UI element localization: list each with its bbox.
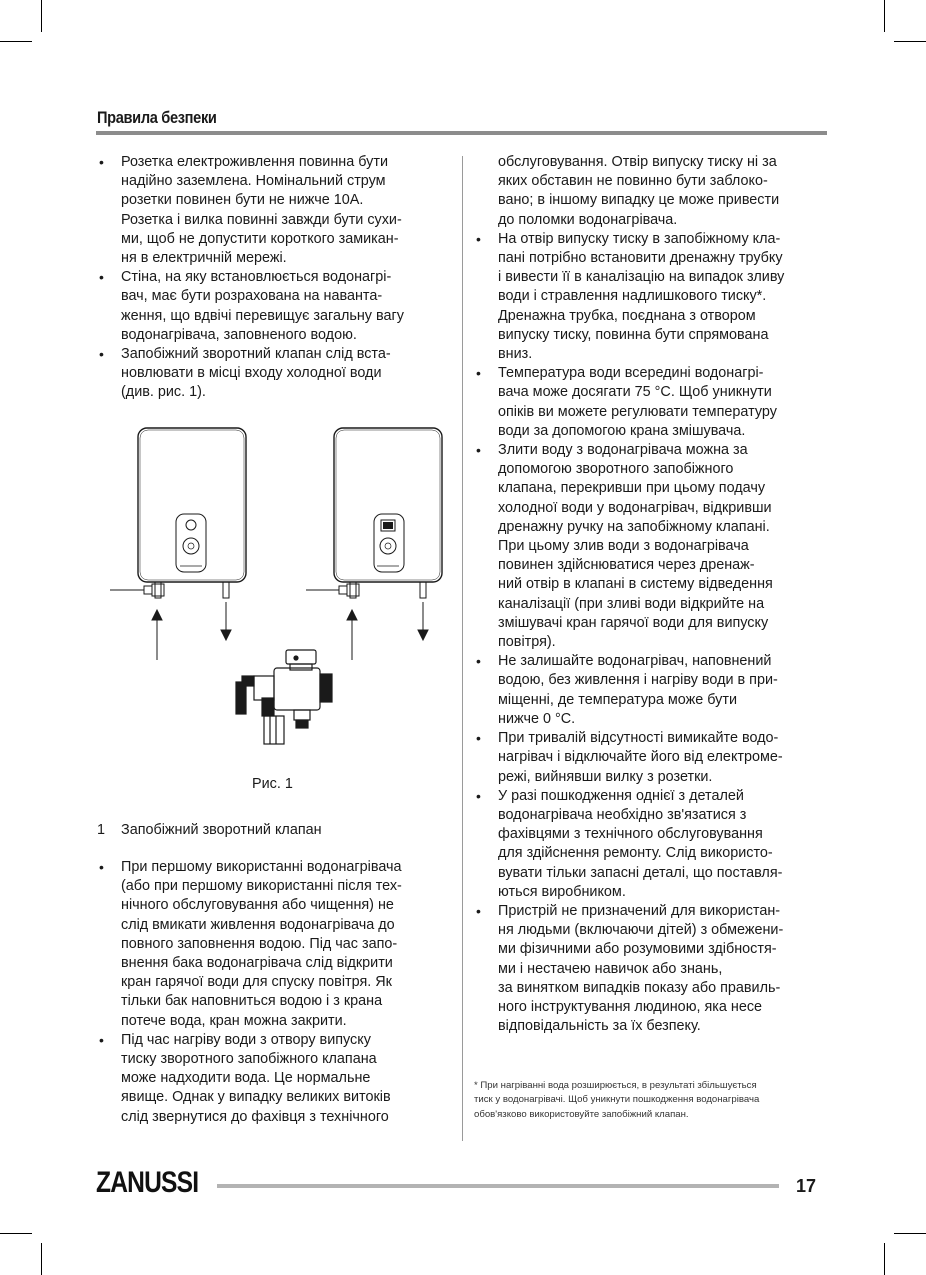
figure-caption: Рис. 1: [252, 776, 293, 792]
list-item-text: При першому використанні водонагрівача (або при першому використанні після тех- нічного обслуговування або чищення) не слід вмикати живлення водонагрівача до повного заповнення водою. Під час запо- внення бака водонагрівача слід відкрити кран гарячої води для спуску повітря. Як тільки бак наповниться водою і з крана потече вода, кран можна закрити.: [121, 859, 402, 1029]
list-item-text: Запобіжний зворотний клапан слід вста- новлювати в місці входу холодної води (див. рис. 1).: [121, 346, 391, 401]
bullet: •: [476, 442, 481, 459]
list-item: [474, 902, 830, 1036]
bullet-list: [97, 153, 457, 403]
legend-number: 1: [97, 822, 106, 838]
list-item-text: Не залишайте водонагрівач, наповнений водою, без живлення і нагріву води в при- міщенні, де температура може бути нижче 0 °С.: [498, 653, 778, 727]
bullet: •: [476, 787, 481, 804]
right-column: [474, 153, 830, 1036]
bullet: •: [99, 269, 104, 286]
list-item: [474, 729, 830, 787]
legend-label: Запобіжний зворотний клапан: [121, 822, 322, 838]
bullet-list: [474, 230, 830, 1037]
crop-mark: [0, 41, 32, 42]
crop-mark: [894, 41, 926, 42]
bullet: •: [476, 902, 481, 919]
list-item-text: Стіна, на яку встановлюється водонагрі- вач, має бути розрахована на наванта- ження, що вдвічі перевищує загальну вагу водонагрівача, заповненого водою.: [121, 269, 404, 343]
bullet: •: [99, 346, 104, 363]
bullet: •: [476, 365, 481, 382]
crop-mark: [884, 1243, 885, 1275]
bullet: •: [476, 653, 481, 670]
list-item: [474, 441, 830, 652]
bullet: •: [99, 859, 104, 875]
bullet: •: [99, 154, 104, 170]
list-item: [474, 230, 830, 364]
footnote: * При нагріванні вода розширюється, в результаті збільшується тиск у водонагрівачі. Щоб уникнути пошкодження водонагрівача обов'язково використовуйте запобіжний клапан.: [474, 1080, 760, 1120]
list-item-text: У разі пошкодження однієї з деталей водонагрівача необхідно зв'язатися з фахівцями з технічного обслуговування для здійснення ремонту. Слід використо- вувати тільки запасні деталі, що поставля- ються виробником.: [498, 787, 783, 900]
figure-1: [100, 422, 452, 762]
crop-mark: [894, 1233, 926, 1234]
list-item-text: Під час нагріву води з отвору випуску тиску зворотного запобіжного клапана може надходити вода. Це нормальне явище. Однак у випадку великих витоків слід звернутися до фахівця з технічного: [121, 1031, 391, 1125]
water-heater-dial-icon: [110, 428, 246, 660]
list-item: [474, 652, 830, 729]
list-item: [97, 268, 457, 345]
bullet: •: [476, 230, 481, 247]
list-item-text: При тривалій відсутності вимикайте водо- нагрівач і відключайте його від електроме- режі, вийнявши вилку з розетки.: [498, 730, 783, 785]
crop-mark: [41, 0, 42, 32]
list-item: [97, 345, 457, 403]
list-item-text: Температура води всередині водонагрі- вача може досягати 75 °С. Щоб уникнути опіків ви можете регулювати температуру води за допомогою крана змішувача.: [498, 365, 777, 439]
crop-mark: [41, 1243, 42, 1275]
list-item-text: На отвір випуску тиску в запобіжному кла- пані потрібно встановити дренажну трубку і вивести її в каналізацію на випадок зливу води і стравлення надлишкового тиску*. Дренажна трубка, поєднана з отвором випуску тиску, повинна бути спрямована вниз.: [498, 230, 785, 363]
continuation-text: обслуговування. Отвір випуску тиску ні за яких обставин не повинно бути заблоко- вано; в іншому випадку це може привести до поломки водонагрівача.: [498, 154, 780, 228]
list-item: [97, 153, 457, 268]
list-item-text: Пристрій не призначений для використан- ня людьми (включаючи дітей) з обмежени- ми фізичними або розумовими здібностя- ми і нестачею навичок або знань, за винятком випадків показу або правиль- ного інструктування людиною, яка несе відповідальність за їх безпеку.: [498, 902, 784, 1035]
list-item-text: Розетка електроживлення повинна бути надійно заземлена. Номінальний струм розетки повинен бути не нижче 10А. Розетка і вилка повинні завжди бути сухи- ми, щоб не допустити короткого замикан- ня в електричній мережі.: [121, 154, 402, 267]
safety-valve-icon: [236, 650, 332, 744]
list-item: [474, 364, 830, 441]
bullet: •: [476, 730, 481, 747]
list-item: [474, 787, 830, 902]
list-item: [97, 1031, 457, 1127]
bullet-list: [97, 858, 457, 1127]
left-column-list-2: [97, 858, 457, 1127]
column-divider: [462, 156, 463, 1141]
water-heater-display-icon: [306, 428, 442, 660]
bullet: •: [99, 1031, 104, 1048]
page-number: 17: [796, 1176, 817, 1196]
list-item: [97, 858, 457, 1031]
crop-mark: [0, 1233, 32, 1234]
title-rule: [96, 131, 827, 135]
figure-legend: [97, 821, 322, 840]
left-column: [97, 153, 457, 403]
list-item-text: Злити воду з водонагрівача можна за допомогою зворотного запобіжного клапана, перекривши при цьому подачу холодної води у водонагрівач, відкривши дренажну ручку на запобіжному клапані. При цьому злив води з водонагрівача повинен здійснюватися через дренаж- ний отвір в клапані в систему відведення каналізації (при зливі води відкрийте на змішувачі кран гарячої води для випуску повітря).: [498, 442, 773, 651]
crop-mark: [884, 0, 885, 32]
footer-rule: [217, 1184, 779, 1188]
brand-logo: ZANUSSI: [96, 1166, 199, 1199]
section-title: Правила безпеки: [97, 108, 217, 127]
